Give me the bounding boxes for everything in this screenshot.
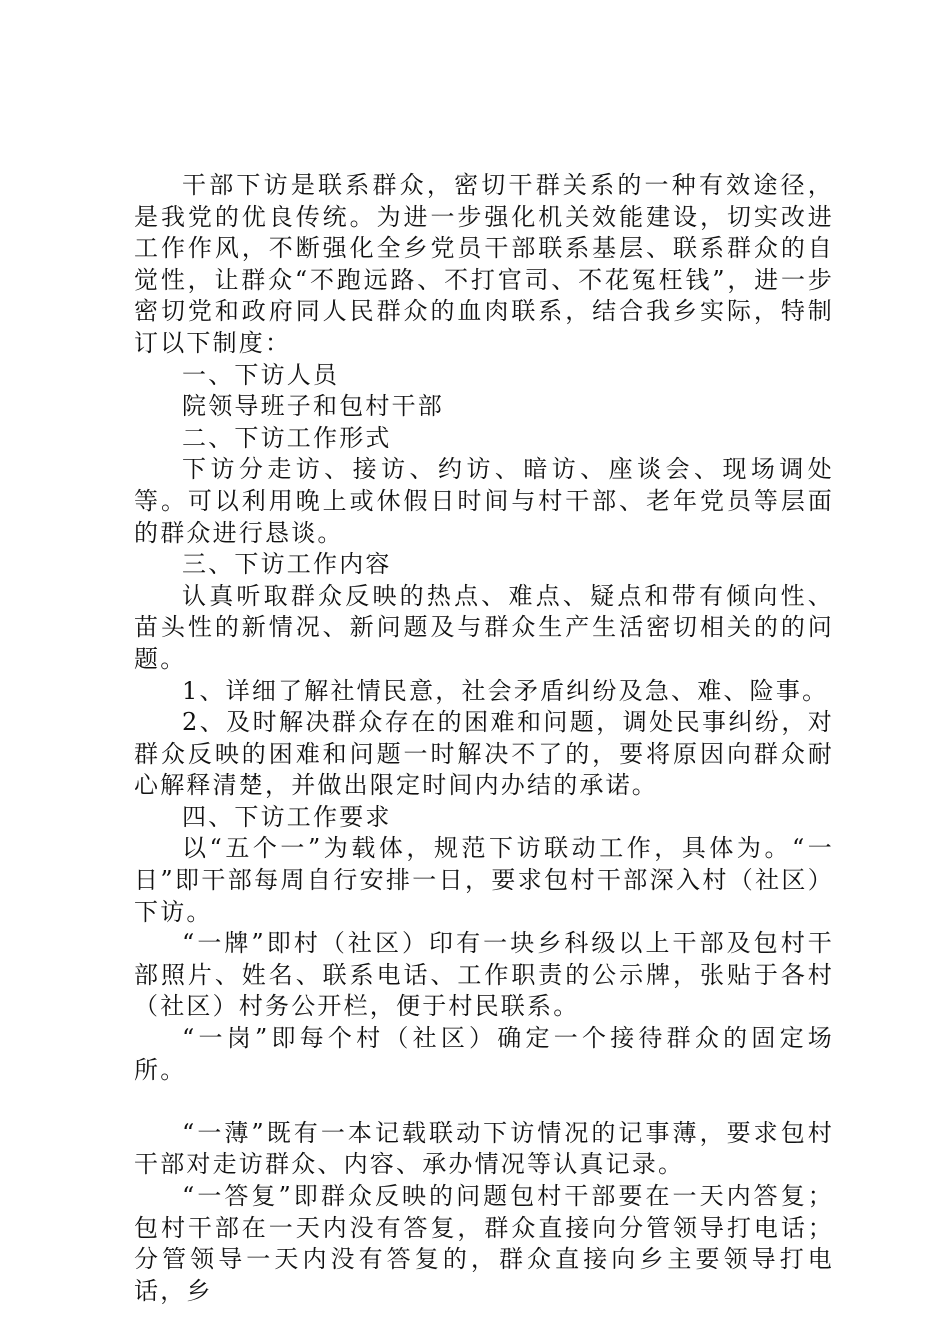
blank-line xyxy=(134,1086,834,1118)
requirement-notebook-paragraph: “一薄”既有一本记载联动下访情况的记事薄，要求包村干部对走访群众、内容、承办情况等认真记录。 xyxy=(134,1118,834,1179)
requirement-sign-paragraph: “一牌”即村（社区）印有一块乡科级以上干部及包村干部照片、姓名、联系电话、工作职责的公示牌，张贴于各村（社区）村务公开栏，便于村民联系。 xyxy=(134,929,834,1021)
requirement-reply-paragraph: “一答复”即群众反映的问题包村干部要在一天内答复；包村干部在一天内没有答复，群众直接向分管领导打电话；分管领导一天内没有答复的，群众直接向乡主要领导打电话，乡 xyxy=(134,1182,834,1305)
section-heading-form: 二、下访工作形式 xyxy=(182,423,392,452)
content-paragraph: 认真听取群众反映的热点、难点、疑点和带有倾向性、苗头性的新情况、新问题及与群众生产生活密切相关的的问题。 xyxy=(134,581,834,673)
content-item-1: 1、详细了解社情民意，社会矛盾纠纷及急、难、险事。 xyxy=(182,676,829,705)
section-heading-personnel: 一、下访人员 xyxy=(182,360,340,389)
document-body xyxy=(134,170,834,1307)
requirements-paragraph: 以“五个一”为载体，规范下访联动工作，具体为。“一日”即干部每周自行安排一日，要求包村干部深入村（社区）下访。 xyxy=(134,834,834,926)
content-item-2: 2、及时解决群众存在的困难和问题，调处民事纠纷，对群众反映的困难和问题一时解决不了的，要将原因向群众耐心解释清楚，并做出限定时间内办结的承诺。 xyxy=(134,708,834,800)
form-paragraph: 下访分走访、接访、约访、暗访、座谈会、现场调处等。可以利用晚上或休假日时间与村干部、老年党员等层面的群众进行恳谈。 xyxy=(134,455,834,547)
section-heading-requirements: 四、下访工作要求 xyxy=(182,802,392,831)
requirement-post-paragraph: “一岗”即每个村（社区）确定一个接待群众的固定场所。 xyxy=(134,1024,834,1084)
personnel-paragraph: 院领导班子和包村干部 xyxy=(182,392,444,421)
intro-paragraph: 干部下访是联系群众，密切干群关系的一种有效途径，是我党的优良传统。为进一步强化机关效能建设，切实改进工作作风，不断强化全乡党员干部联系基层、联系群众的自觉性，让群众“不跑远路、不打官司、不花冤枉钱”，进一步密切党和政府同人民群众的血肉联系，结合我乡实际，特制订以下制度： xyxy=(134,171,834,357)
section-heading-content: 三、下访工作内容 xyxy=(182,550,392,579)
